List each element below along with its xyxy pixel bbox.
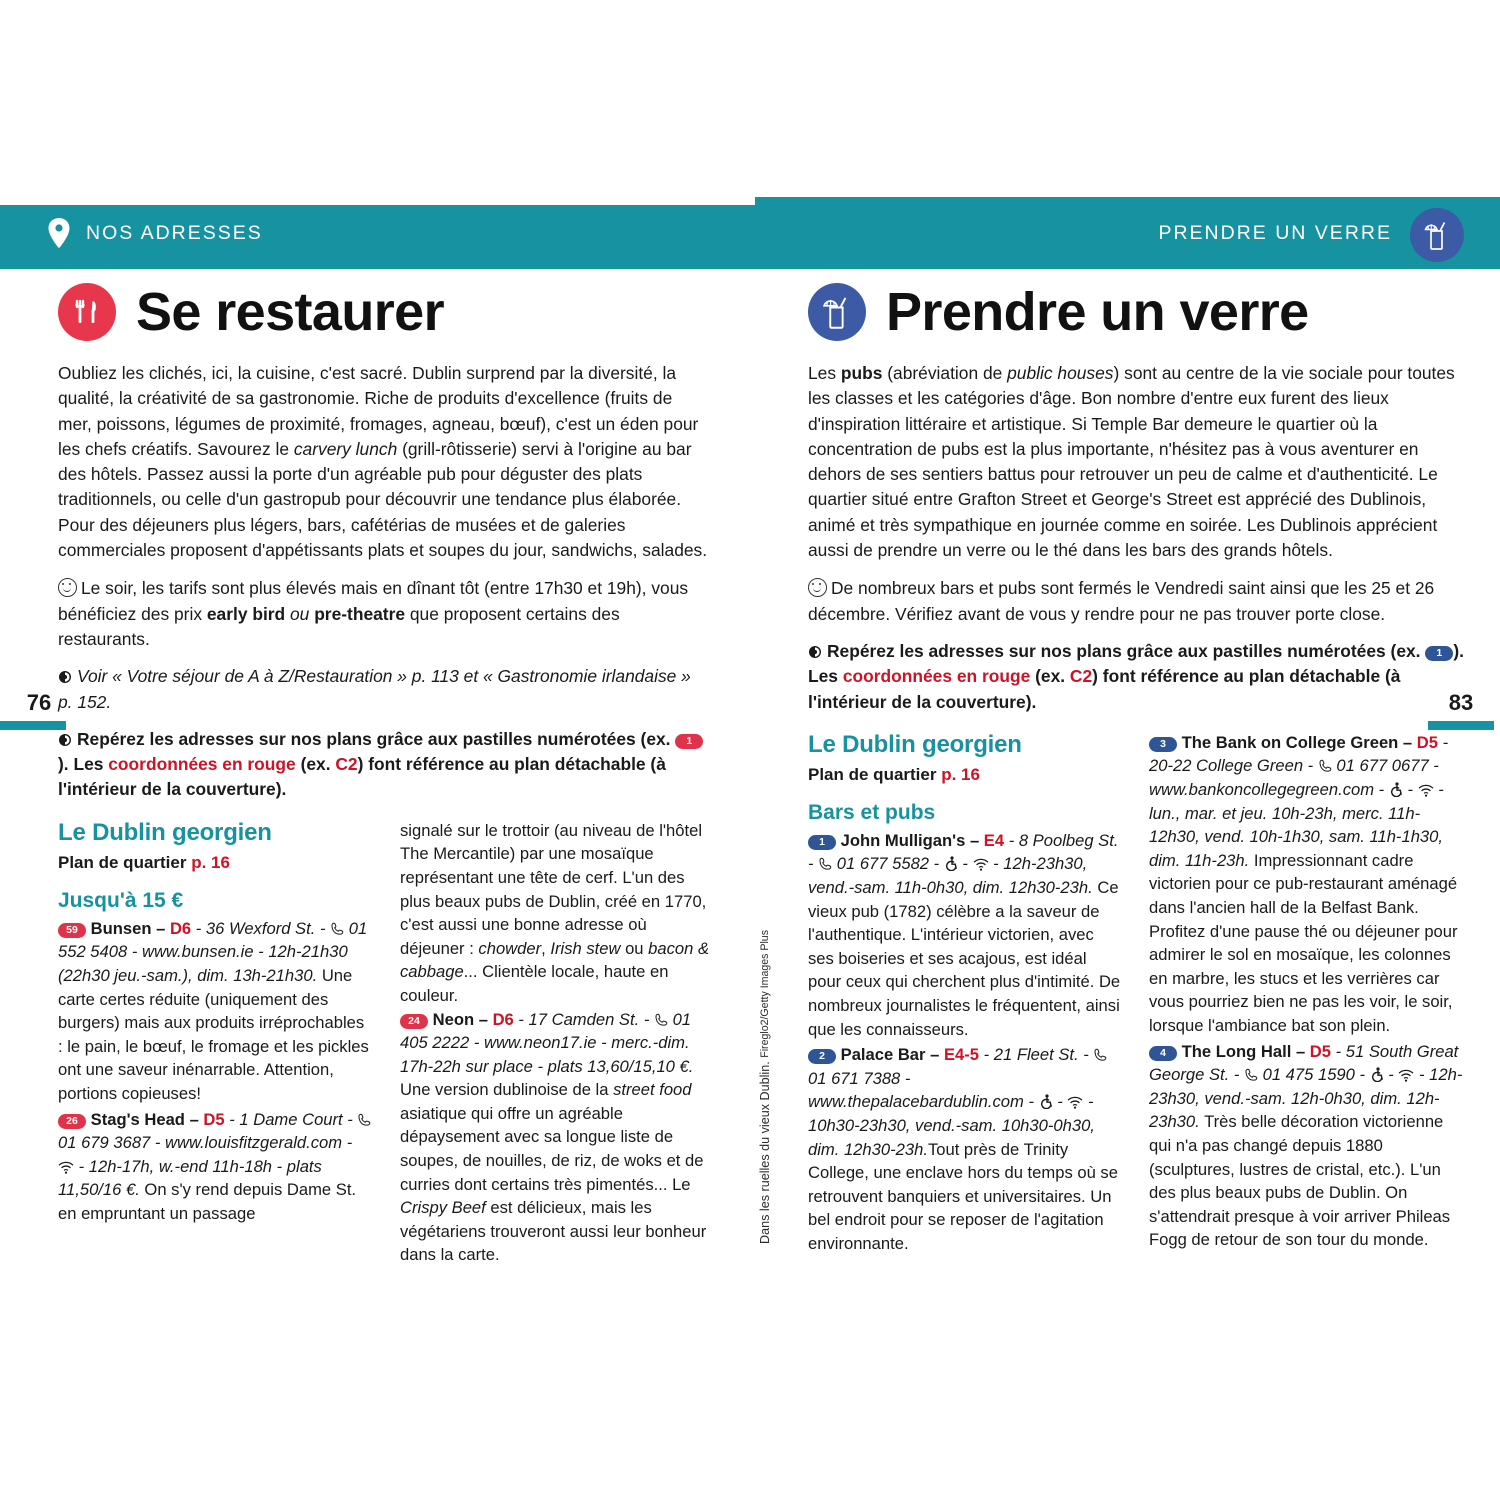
- legend-red-example: C2: [335, 754, 358, 775]
- pastille-1[interactable]: 1: [808, 835, 836, 850]
- header-right-group: [1158, 197, 1464, 269]
- sep-1: ,: [541, 938, 551, 958]
- tip-closures: [808, 575, 1464, 627]
- entry-name: Stag's Head: [90, 1109, 185, 1129]
- entry-map-code: D6: [492, 1009, 514, 1029]
- entry-map-code: E4-5: [943, 1045, 980, 1065]
- intro-part-c: ) sont au centre de la vie sociale pour toutes les classes et les catégories d'âge. Bon nombre d'entre eux furent des lieux d'inspiration littéraire et artistique. Si Temple Bar demeure le quartier où la concentration de pubs est la plus importante, n'hésitez pas à vous aventurer en dehors de ses sentiers battus pour retrouver un peu de calme et d'authenticité. Le quartier situé entre Grafton Street et George's Street est apprécié des Dublinois, animé et très sympathique en journée comme en soirée. Les Dublinois apprécient aussi de prendre un verre ou le thé dans les bars des grands hôtels.: [808, 363, 1455, 561]
- wheelchair-icon: [1370, 1065, 1384, 1080]
- wheelchair-icon: [1039, 1092, 1053, 1107]
- intro-part-b: (abréviation de: [882, 363, 1008, 383]
- sub-heading-bars-et-pubs: Bars et pubs: [808, 800, 936, 824]
- entry-map-code: D5: [203, 1109, 225, 1129]
- phone-icon: [1318, 756, 1332, 770]
- smiley-icon: [58, 578, 77, 597]
- wifi-icon: [1398, 1065, 1414, 1078]
- tip-text-a: Le soir, les tarifs sont plus élevés mais en dînant tôt (entre 17h30 et 19h), vous bénéficiez des prix: [58, 578, 689, 624]
- tip-ou: ou: [285, 603, 315, 624]
- legend-text-a: Repérez les adresses sur nos plans grâce aux pastilles numérotées (ex.: [77, 728, 676, 749]
- left-page-title-row: [58, 283, 750, 341]
- entry-address: - 51 South Great George St. -: [1149, 1041, 1459, 1085]
- entry-address: - 1 Dame Court -: [224, 1109, 358, 1129]
- entry-dash: –: [474, 1009, 493, 1029]
- entry-sep: -: [1402, 780, 1418, 800]
- smiley-icon: [808, 578, 827, 597]
- list-item: [1149, 731, 1464, 1038]
- intro-bold-pubs: pubs: [840, 363, 883, 383]
- entry-description: Très belle décoration victorienne qui n'a pas changé depuis 1880 (sculptures, lustres de cristal, etc.). L'un des plus beaux pubs de Dublin. On s'attendrait presque à voir arriver Phileas Fogg de retour de son tour du monde.: [1149, 1112, 1451, 1250]
- entry-dash: –: [965, 830, 984, 850]
- phone-icon: [654, 1010, 668, 1024]
- left-page-intro-block: [58, 361, 710, 803]
- entry-map-code: D5: [1416, 732, 1438, 752]
- page-number-right: 83: [1448, 690, 1474, 715]
- entry-name: Bunsen: [90, 918, 152, 938]
- section-heading-dublin-georgien: Le Dublin georgien: [808, 730, 1022, 758]
- entry-contact: 01 552 5408 - www.bunsen.ie - 12h-21h30 (22h30 jeu.-sam.), dim. 13h-21h30.: [58, 918, 368, 985]
- legend-text-b: ). Les: [58, 754, 109, 775]
- drink-glass-icon: [1410, 208, 1464, 262]
- pastille-example-red: 1: [675, 734, 703, 749]
- wifi-icon: [1418, 780, 1434, 793]
- entry-contact: 01 677 5582 -: [832, 854, 944, 874]
- entry-sep: -: [1383, 1065, 1399, 1085]
- right-column-1: [808, 731, 1123, 1258]
- plan-page-ref[interactable]: p. 16: [941, 764, 980, 784]
- entry-description: Une carte certes réduite (uniquement des burgers) mais aux produits irréprochables : le pain, le bœuf, le fromage et les pickles ont une saveur inénarrable. Attention, portions copieuses!: [58, 965, 369, 1103]
- entry-hours: - 10h30-23h30, vend.-sam. 10h30-0h30, dim. 12h30-23h.: [808, 1092, 1095, 1159]
- left-page-columns: [58, 819, 714, 1269]
- wifi-icon: [973, 854, 989, 867]
- legend-text-c: (ex.: [1030, 666, 1070, 687]
- continuation-paragraph: [400, 819, 714, 1008]
- entry-map-code: E4: [983, 830, 1005, 850]
- continuation-tail: ... Clientèle locale, haute en couleur.: [400, 962, 669, 1005]
- entry-dash: –: [1398, 732, 1417, 752]
- dish-bacon-cabbage: bacon & cabbage: [400, 938, 710, 982]
- pastille-4[interactable]: 4: [1149, 1046, 1177, 1061]
- photo-caption: Dans les ruelles du vieux Dublin.: [758, 1061, 772, 1244]
- intro-italic-public-houses: public houses: [1007, 363, 1114, 383]
- list-item: [1149, 1040, 1464, 1252]
- map-pin-icon: [48, 218, 70, 248]
- dish-irish-stew: Irish stew: [550, 938, 621, 958]
- left-column-1: [58, 819, 372, 1269]
- pastille-59[interactable]: 59: [58, 923, 86, 938]
- tip-bold-pre-theatre: pre-theatre: [314, 603, 406, 624]
- entry-hours: - lun., mar. et jeu. 10h-23h, merc. 11h-12h30, vend. 10h-1h30, sam. 11h-1h30, dim. 11h-23h.: [1149, 780, 1444, 870]
- entry-dash: –: [184, 1109, 204, 1129]
- pastille-2[interactable]: 2: [808, 1049, 836, 1064]
- intro-part-2: (grill-rôtisserie) servi à l'origine au bar des hôtels. Passez aussi la porte d'un agréable pub pour déguster des plats traditionnels, ou celle d'un gastropub pour découvrir une tendance plus élaborée. Pour des déjeuners plus légers, bars, cafétérias de musées et de galeries commerciales proposent d'appétissants plats et soupes du jour, sandwichs, salades.: [58, 438, 708, 561]
- legend-text-a: Repérez les adresses sur nos plans grâce aux pastilles numérotées (ex.: [827, 640, 1426, 661]
- entry-map-code: D6: [169, 918, 192, 938]
- entry-map-code: D5: [1309, 1041, 1331, 1061]
- intro-paragraph: [58, 361, 710, 563]
- legend-text-c: (ex.: [295, 754, 336, 775]
- tip-see-also: [58, 664, 710, 715]
- tip-see-text: Voir « Votre séjour de A à Z/Restauration » p. 113 et « Gastronomie irlandaise » p. 152.: [58, 666, 691, 712]
- entry-hours: - 12h-23h30, vend.-sam. 11h-0h30, dim. 12h30-23h.: [808, 854, 1093, 898]
- page-title: Se restaurer: [136, 282, 444, 342]
- entry-sep: -: [957, 854, 973, 874]
- right-page-columns: [808, 731, 1464, 1258]
- entry-name: The Long Hall: [1181, 1041, 1292, 1061]
- entry-hours: - 12h-23h30, vend.-sam. 12h-0h30, dim. 12h-23h30.: [1149, 1065, 1463, 1132]
- header-left-label: NOS ADRESSES: [86, 221, 263, 244]
- entry-hours: - 12h-17h, w.-end 11h-18h - plats 11,50/16 €.: [58, 1156, 322, 1200]
- right-column-2: [1149, 731, 1464, 1258]
- sep-2: ou: [620, 938, 649, 958]
- dish-chowder: chowder: [478, 938, 542, 958]
- plan-de-quartier-line: [808, 765, 1123, 785]
- tip-bold-early-bird: early bird: [206, 603, 286, 624]
- continuation-text: signalé sur le trottoir (au niveau de l'hôtel The Mercantile) par une mosaïque représentant une tête de cerf. L'un des plus beaux pubs de Dublin, créé en 1770, c'est aussi une bonne adresse où déjeuner :: [400, 820, 707, 958]
- entry-address: - 36 Wexford St. -: [191, 918, 331, 938]
- phone-icon: [818, 854, 832, 868]
- intro-italic-1: carvery lunch: [293, 438, 398, 459]
- entry-address: - 20-22 College Green -: [1149, 732, 1449, 776]
- entry-dash: –: [1291, 1041, 1310, 1061]
- list-item: [808, 829, 1123, 1041]
- left-column-2: [400, 819, 714, 1269]
- entry-name: John Mulligan's: [840, 830, 966, 850]
- legend-red-example: C2: [1069, 666, 1093, 687]
- entry-sep: -: [1052, 1092, 1068, 1112]
- entry-contact: 01 677 0677 - www.bankoncollegegreen.com -: [1149, 756, 1439, 800]
- plan-label: Plan de quartier: [58, 852, 192, 872]
- entry-description: Impressionnant cadre victorien pour ce pub-restaurant aménagé dans l'ancien hall de la Belfast Bank. Profitez d'une pause thé ou déjeuner pour admirer le sol en mosaïque, les colonnes en marbre, les stucs et les verrières car vous pourriez bien ne pas les voir, le soir, lorsque l'ambiance bat son plein.: [1149, 850, 1458, 1035]
- entry-dash: –: [151, 918, 170, 938]
- list-item: [400, 1008, 714, 1268]
- entry-name: Neon: [432, 1009, 475, 1029]
- phone-icon: [357, 1110, 371, 1124]
- list-item: [808, 1043, 1123, 1255]
- entry-contact: 01 679 3687 - www.louisfitzgerald.com -: [58, 1133, 353, 1153]
- entry-description: Tout près de Trinity College, une enclave hors du temps où se retrouvent banquiers et universitaires. Un bel endroit pour se reposer de l'agitation environnante.: [808, 1139, 1118, 1253]
- right-page: [750, 269, 1500, 1258]
- header-left-group: [48, 197, 263, 269]
- intro-part-a: Les: [808, 363, 841, 383]
- intro-paragraph: [808, 361, 1464, 563]
- entry-description: Ce vieux pub (1782) célèbre a la saveur de l'authentique. L'intérieur victorien, avec ses boiseries et ses acajous, est idéal pour ceux qui cherchent plus d'intimité. De nombreux journalistes le fréquentent, ainsi que les connaisseurs.: [808, 878, 1121, 1039]
- wifi-icon: [58, 1157, 74, 1170]
- wheelchair-icon: [944, 854, 958, 869]
- wifi-icon: [1067, 1092, 1083, 1105]
- entry-contact: 01 475 1590 -: [1258, 1065, 1370, 1085]
- entry-name: Palace Bar: [840, 1045, 926, 1065]
- tip-text-b: que proposent certains des restaurants.: [58, 603, 620, 649]
- legend-red-coords: coordonnées en rouge: [842, 666, 1031, 687]
- phone-icon: [330, 919, 344, 933]
- entry-address: - 21 Fleet St. -: [979, 1045, 1094, 1065]
- entry-description: On s'y rend depuis Dame St. en empruntant un passage: [58, 1180, 357, 1223]
- pastille-26[interactable]: 26: [58, 1114, 86, 1129]
- tip-early-bird: [58, 575, 710, 652]
- entry-desc-c: est délicieux, mais les végétariens trouveront aussi leur bonheur dans la carte.: [400, 1198, 707, 1265]
- legend-text-b: ). Les: [808, 640, 1464, 687]
- header-band-content: [0, 197, 1500, 269]
- tip-map-legend: [58, 727, 710, 803]
- pointing-bullet-icon-2: [58, 729, 72, 743]
- photo-source: Fireglo2/Getty Images Plus: [759, 930, 771, 1058]
- plan-page-ref[interactable]: p. 16: [191, 852, 230, 872]
- drink-glass-icon: [808, 283, 866, 341]
- left-page: [0, 269, 750, 1269]
- legend-text-d: ) font référence au plan détachable (à l'intérieur de la couverture).: [808, 666, 1401, 712]
- pastille-example-blue: 1: [1425, 646, 1453, 661]
- entry-desc-a: Une version dublinoise de la: [400, 1080, 614, 1100]
- page-number-left: 76: [26, 690, 52, 715]
- entry-address: - 17 Camden St. -: [513, 1009, 654, 1029]
- entry-contact: 01 405 2222 - www.neon17.ie - merc.-dim. 17h-22h sur place - plats 13,60/15,10 €.: [400, 1009, 694, 1076]
- pointing-bullet-icon: [58, 666, 72, 680]
- dish-crispy-beef: Crispy Beef: [400, 1198, 486, 1218]
- legend-text-d: ) font référence au plan détachable (à l'intérieur de la couverture).: [58, 754, 666, 800]
- entry-dash: –: [925, 1045, 944, 1065]
- legend-red-coords: coordonnées en rouge: [108, 754, 296, 775]
- phone-icon: [1093, 1045, 1107, 1059]
- phone-icon: [1244, 1065, 1258, 1079]
- right-page-title-row: [808, 283, 1500, 341]
- list-item: [58, 1108, 372, 1226]
- entry-contact: 01 671 7388 - www.thepalacebardublin.com -: [808, 1068, 1039, 1112]
- cutlery-icon: [58, 283, 116, 341]
- right-page-intro-block: [808, 361, 1464, 715]
- tip-closures-text: De nombreux bars et pubs sont fermés le Vendredi saint ainsi que les 25 et 26 décembre. Vérifiez avant de vous y rendre pour ne pas trouver porte close.: [808, 578, 1435, 624]
- entry-name: The Bank on College Green: [1181, 732, 1399, 752]
- entry-address: - 8 Poolbeg St. -: [808, 830, 1119, 874]
- pastille-24[interactable]: 24: [400, 1014, 428, 1029]
- pastille-3[interactable]: 3: [1149, 737, 1177, 752]
- plan-de-quartier-line: [58, 853, 372, 873]
- intro-part-1: Oubliez les clichés, ici, la cuisine, c'est sacré. Dublin surprend par la diversité, la qualité, la créativité de sa gastronomie. Riche de produits d'excellence (fruits de mer, poissons, légumes de proximité, fromages, agneau, bœuf), c'est un éden pour les chefs créatifs. Savourez le: [58, 363, 699, 459]
- section-heading-dublin-georgien: Le Dublin georgien: [58, 818, 272, 846]
- term-street-food: street food: [613, 1080, 692, 1100]
- entry-desc-b: asiatique qui offre un agréable dépaysement avec sa longue liste de soupes, de nouilles, de riz, de woks et de curries dont certains très pimentés... Le: [400, 1103, 704, 1194]
- page-title: Prendre un verre: [886, 282, 1309, 342]
- list-item: [58, 917, 372, 1106]
- plan-label: Plan de quartier: [808, 764, 942, 784]
- wheelchair-icon: [1389, 780, 1403, 795]
- price-heading: Jusqu'à 15 €: [58, 888, 184, 912]
- header-right-label: PRENDRE UN VERRE: [1158, 221, 1392, 244]
- pointing-bullet-icon: [808, 641, 822, 655]
- tip-map-legend: [808, 639, 1464, 715]
